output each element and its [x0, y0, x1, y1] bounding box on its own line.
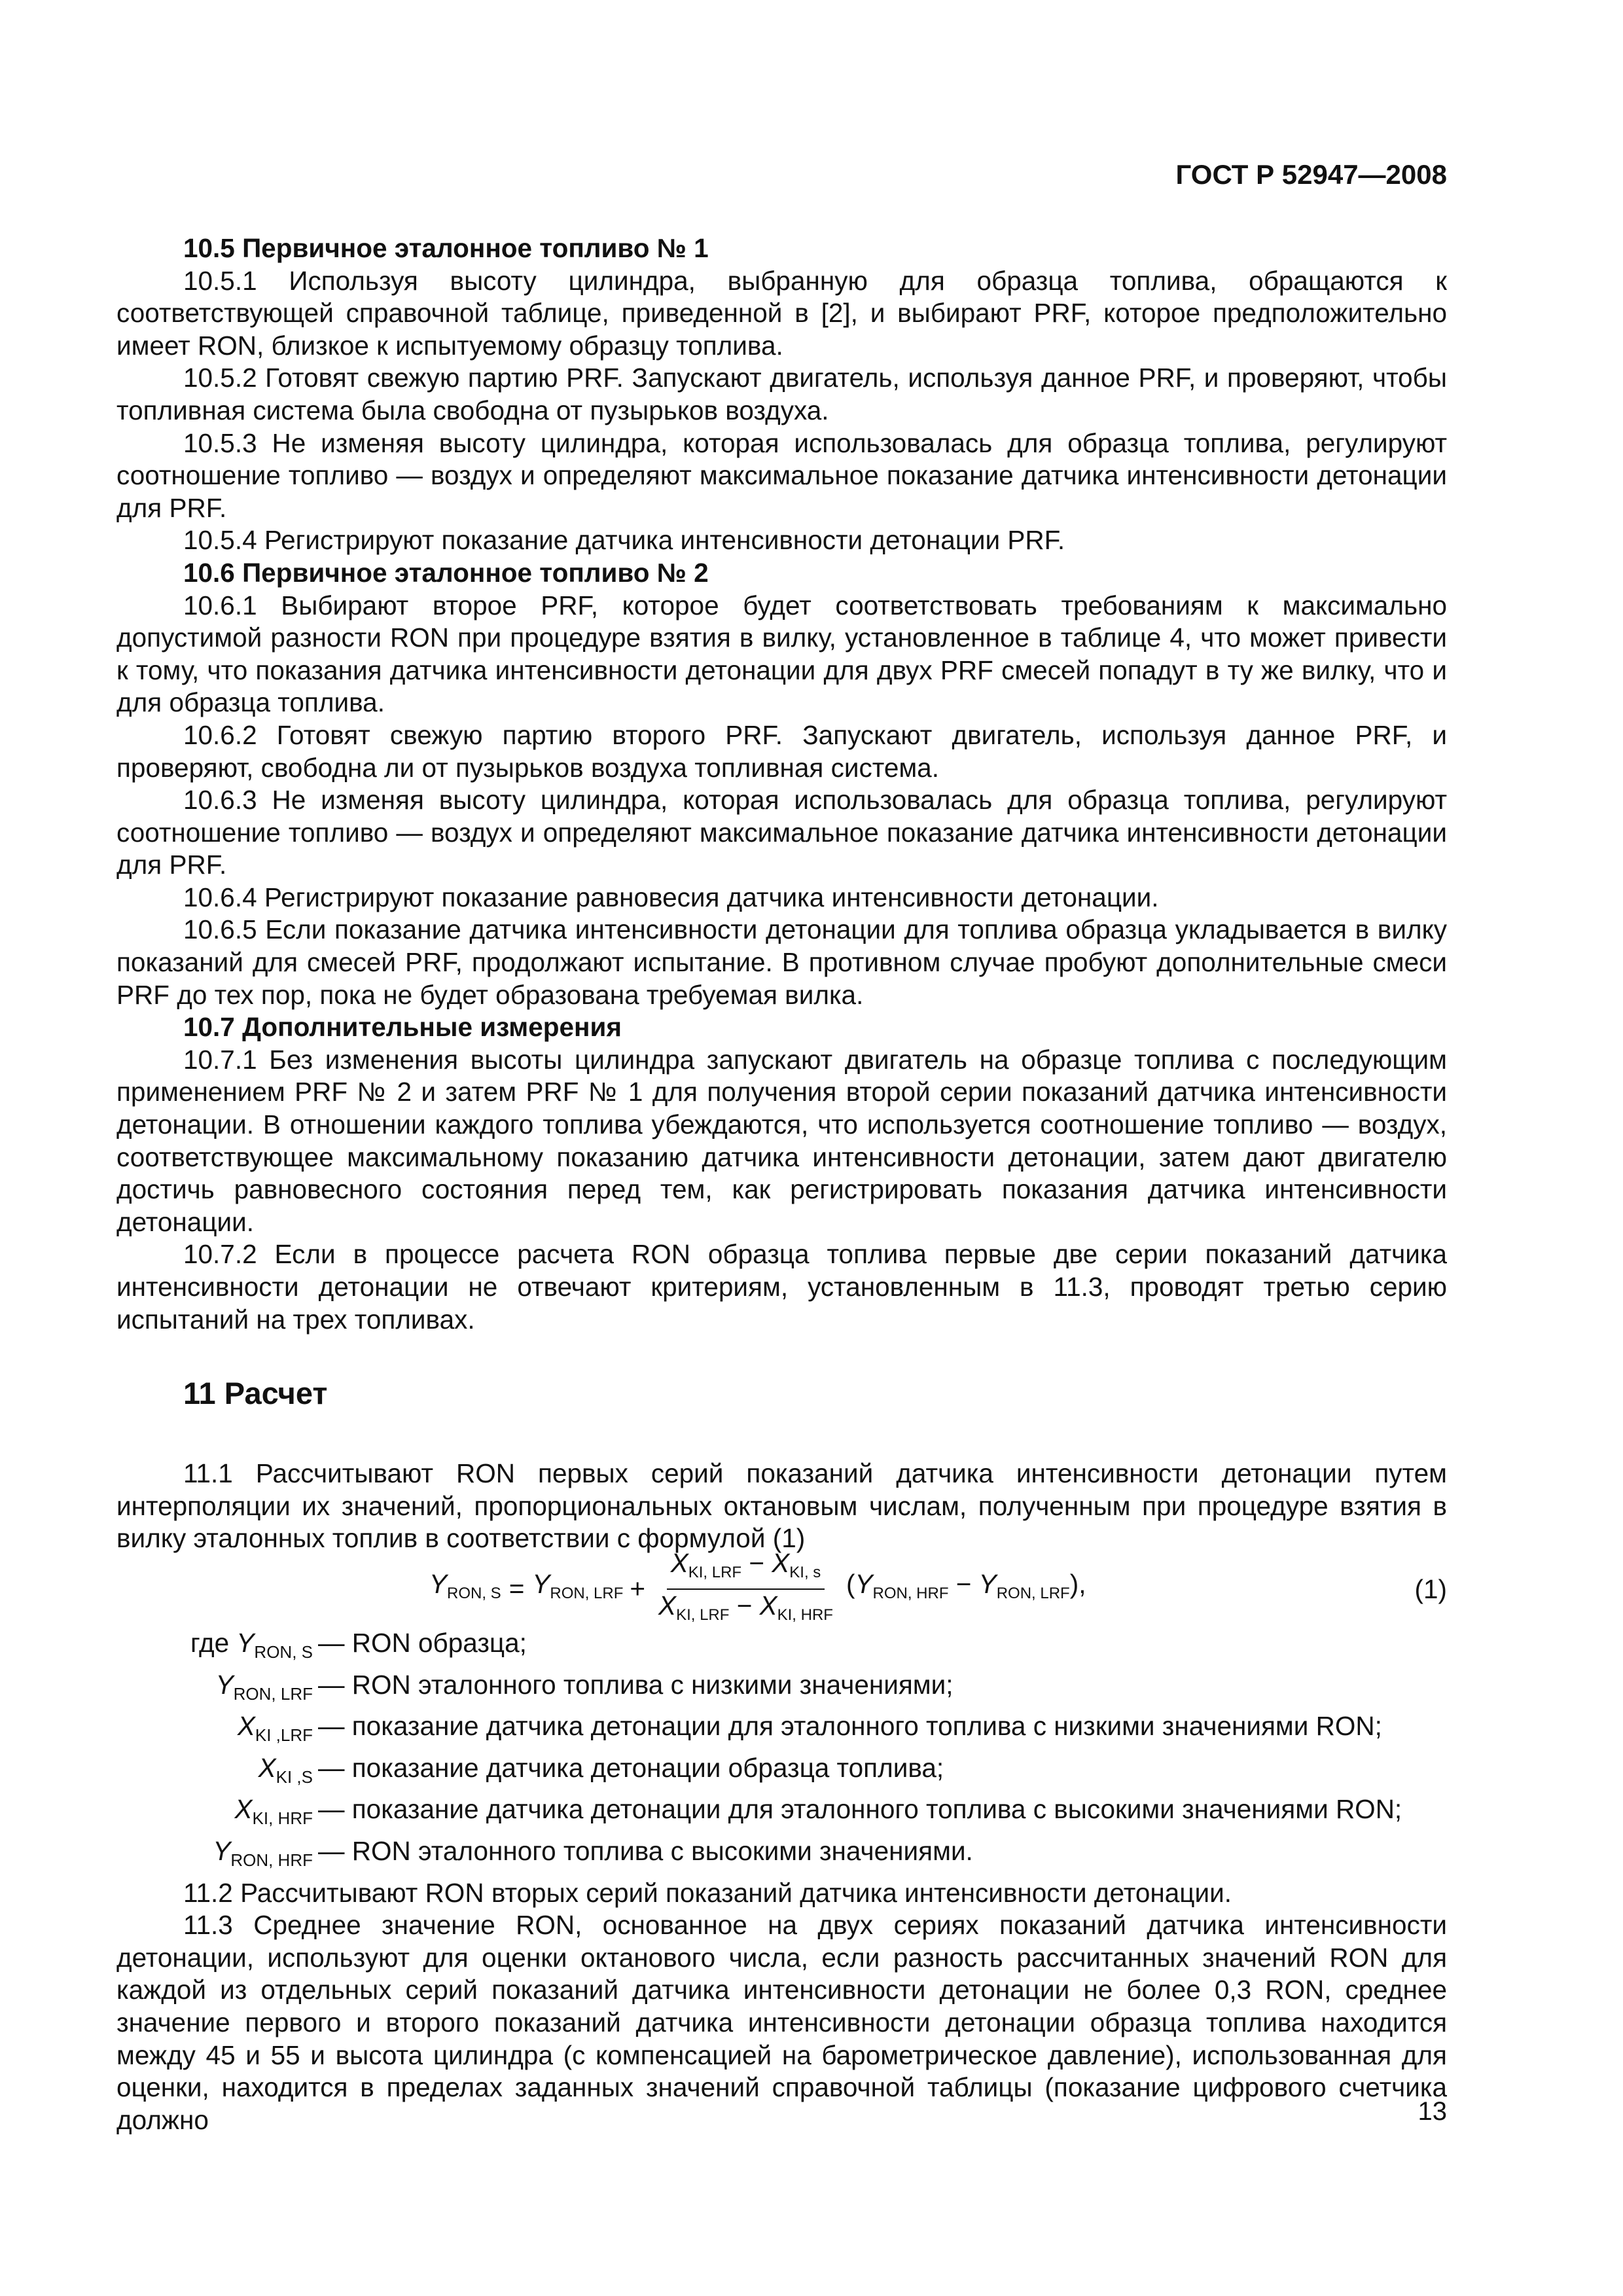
- definition-text: — RON образца;: [318, 1627, 527, 1658]
- definition-text: — RON эталонного топлива с высокими значениями.: [318, 1835, 973, 1866]
- paragraph-11-2: 11.2 Рассчитывают RON вторых серий показаний датчика интенсивности детонации.: [183, 1877, 1232, 1908]
- paragraph-11-1: 11.1 Рассчитывают RON первых серий показаний датчика интенсивности детонации путем интерполяции их значений, пропорциональных октановым числам, полученным при процедуре взятия в вилку эталонных топлив в соответствии с формулой (1): [116, 1458, 1447, 1554]
- definition-row: [116, 1669, 1447, 1711]
- section-heading-10-6: 10.6 Первичное эталонное топливо № 2: [183, 557, 709, 588]
- paragraph-10-6-1: 10.6.1 Выбирают второе PRF, которое будет соответствовать требованиям к максимально допустимой разности RON при процедуре взятия в вилку, установленное в таблице 4, что может привести к тому, что показания датчика интенсивности детонации для двух PRF смесей попадут в ту же вилку, что и для образца топлива.: [116, 590, 1447, 718]
- definition-row: [116, 1752, 1447, 1794]
- definition-symbol: $X_{KI, HRF}$: [234, 1794, 313, 1829]
- definitions-list: [116, 1627, 1447, 1877]
- definition-symbol: $Y_{RON, LRF}$: [215, 1669, 313, 1704]
- definition-row: [116, 1710, 1447, 1752]
- paragraph-10-5-3: 10.5.3 Не изменяя высоту цилиндра, которая использовалась для образца топлива, регулируют соотношение топливо — воздух и определяют максимальное показание датчика интенсивности детонации для PRF.: [116, 427, 1447, 523]
- document-id-header: ГОСТ Р 52947—2008: [1175, 159, 1447, 190]
- paragraph-10-7-1: 10.7.1 Без изменения высоты цилиндра запускают двигатель на образце топлива с последующим применением PRF № 2 и затем PRF № 1 для получения второй серии показаний датчика интенсивности детонации. В отношении каждого топлива убеждаются, что используется соотношение топливо — воздух, соответствующее максимальному показанию датчика интенсивности детонации, затем дают двигателю достичь равновесного состояния перед тем, как регистрировать показания датчика интенсивности детонации.: [116, 1044, 1447, 1237]
- formula-lhs: $Y_{RON, S}$: [429, 1569, 501, 1603]
- formula-expression: [429, 1547, 1086, 1624]
- paragraph-11-3: 11.3 Среднее значение RON, основанное на двух сериях показаний датчика интенсивности детонации, используют для оценки октанового числа, если разность рассчитанных значений RON для каждой из отдельных серий показаний датчика интенсивности детонации не более 0,3 RON, среднее значение первого и второго показаний датчика интенсивности детонации образца топлива находится между 45 и 55 и высота цилиндра (с компенсацией на барометрическое давление), использованная для оценки, находится в пределах заданных значений справочной таблицы (показание цифрового счетчика должно: [116, 1910, 1447, 2135]
- definition-text: — показание датчика детонации образца топлива;: [318, 1752, 944, 1783]
- section-heading-10-7: 10.7 Дополнительные измерения: [183, 1012, 622, 1043]
- definition-symbol: $Y_{RON, HRF}$: [213, 1835, 313, 1870]
- formula-plus: +: [630, 1573, 646, 1604]
- formula-denominator: $X_{KI, LRF} - X_{KI, HRF}$: [658, 1590, 833, 1624]
- paragraph-10-6-4: 10.6.4 Регистрируют показание равновесия датчика интенсивности детонации.: [183, 882, 1159, 912]
- definition-text: — RON эталонного топлива с низкими значениями;: [318, 1669, 954, 1700]
- paragraph-10-7-2: 10.7.2 Если в процессе расчета RON образца топлива первые две серии показаний датчика интенсивности детонации не отвечают критериям, установленным в 11.3, проводят третью серию испытаний на трех топливах.: [116, 1239, 1447, 1335]
- section-heading-11: 11 Расчет: [183, 1376, 328, 1411]
- paragraph-10-5-1: 10.5.1 Используя высоту цилиндра, выбранную для образца топлива, обращаются к соответствующей справочной таблице, приведенной в [2], и выбирают PRF, которое предположительно имеет RON, близкое к испытуемому образцу топлива.: [116, 265, 1447, 361]
- definition-symbol: $X_{KI ,S}$: [258, 1752, 313, 1787]
- definition-row: [116, 1793, 1447, 1835]
- formula-number: (1): [1414, 1573, 1447, 1604]
- formula-term-1: $Y_{RON, LRF}$: [532, 1569, 624, 1603]
- definition-text: — показание датчика детонации для эталонного топлива с высокими значениями RON;: [318, 1794, 1402, 1825]
- paragraph-10-5-4: 10.5.4 Регистрируют показание датчика интенсивности детонации PRF.: [183, 525, 1065, 556]
- definition-symbol: где $Y_{RON, S}$: [190, 1627, 313, 1662]
- paragraph-10-5-2: 10.5.2 Готовят свежую партию PRF. Запускают двигатель, используя данное PRF, и проверяют, чтобы топливная система была свободна от пузырьков воздуха.: [116, 363, 1447, 425]
- paragraph-10-6-5: 10.6.5 Если показание датчика интенсивности детонации для топлива образца укладывается в вилку показаний для смесей PRF, продолжают испытание. В противном случае пробуют дополнительные смеси PRF до тех пор, пока не будет образована требуемая вилка.: [116, 914, 1447, 1010]
- formula-equals: =: [508, 1573, 525, 1604]
- formula-fraction: [654, 1549, 837, 1629]
- document-body: [116, 232, 1447, 2136]
- definition-text: — показание датчика детонации для эталонного топлива с низкими значениями RON;: [318, 1711, 1382, 1742]
- paragraph-10-6-2: 10.6.2 Готовят свежую партию второго PRF. Запускают двигатель, используя данное PRF, и проверяют, свободна ли от пузырьков воздуха топливная система.: [116, 719, 1447, 783]
- formula-1: [116, 1547, 1447, 1624]
- paragraph-10-6-3: 10.6.3 Не изменяя высоту цилиндра, которая использовалась для образца топлива, регулируют соотношение топливо — воздух и определяют максимальное показание датчика интенсивности детонации для PRF.: [116, 785, 1447, 880]
- definition-row: [116, 1835, 1447, 1877]
- definition-symbol: $X_{KI ,LRF}$: [237, 1711, 313, 1746]
- formula-numerator: $X_{KI, LRF} - X_{KI, s}$: [667, 1549, 825, 1590]
- page-number: 13: [1418, 2097, 1447, 2126]
- formula-parenthetical: $(Y_{RON, HRF} - Y_{RON, LRF})$,: [846, 1569, 1086, 1603]
- section-heading-10-5: 10.5 Первичное эталонное топливо № 1: [183, 233, 709, 263]
- definition-row: [116, 1627, 1447, 1669]
